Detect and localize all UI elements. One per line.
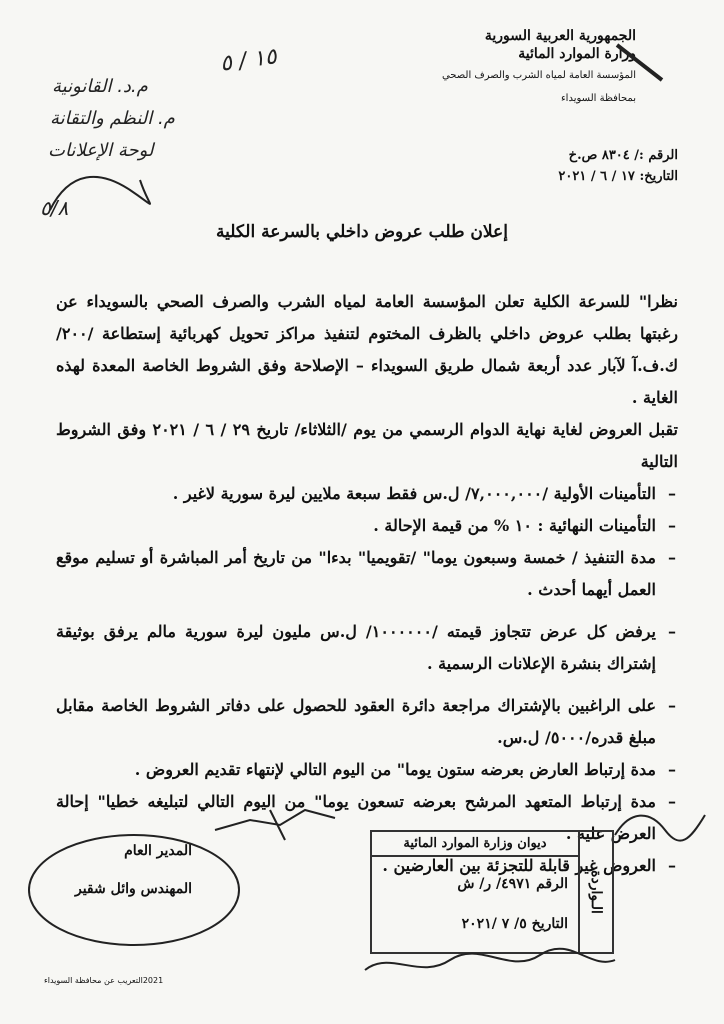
stamp-side-panel <box>578 832 612 952</box>
initials-mark <box>610 800 710 850</box>
incoming-stamp <box>370 830 614 954</box>
condition-item: – مدة التنفيذ / خمسة وسبعون يوما" /تقويميا" بدءا" من تاريخ أمر المباشرة أو تسليم موقع العمل أيهما أحدث . <box>56 542 678 606</box>
handwritten-note: ١٥ / ٥ <box>218 44 279 77</box>
stamp-number: الرقم ٤٩٧١/ ر/ ش <box>457 876 568 892</box>
signatory-role: المدير العام <box>124 843 192 859</box>
stamp-date: التاريخ ٥/ ٧ /٢٠٢١ <box>461 916 568 932</box>
signature-mark <box>210 800 340 850</box>
reference-number: الرقم :/ ٨٣٠٤ ص.خ <box>568 148 678 163</box>
letterhead <box>436 28 636 104</box>
establishment-name: المؤسسة العامة لمياه الشرب والصرف الصحي <box>441 70 636 81</box>
condition-item: – مدة إرتباط المتعهد المرشح بعرضه تسعون يوما" من اليوم التالي لتبليغه خطيا" إحالة العرض عليه . <box>56 786 678 850</box>
announcement-body <box>56 286 678 882</box>
handwritten-note: م.د. القانونية <box>52 76 148 97</box>
stamp-side-label: الـواردة <box>588 870 604 914</box>
ministry-name: وزارة الموارد المائية <box>518 46 636 62</box>
bottom-handwriting-mark <box>360 940 620 990</box>
reference-date: التاريخ: ١٧ / ٦ / ٢٠٢١ <box>558 169 678 184</box>
country-name: الجمهورية العربية السورية <box>484 28 636 44</box>
condition-item: – يرفض كل عرض تتجاوز قيمته /١٠٠٠٠٠٠/ ل.س مليون ليرة سورية مالم يرفق بوثيقة إشتراك بنشرة الإعلانات الرسمية . <box>56 616 678 680</box>
intro-paragraph: نظرا" للسرعة الكلية تعلن المؤسسة العامة لمياه الشرب والصرف الصحي بالسويداء عن رغبتها بطلب عروض داخلي بالظرف المختوم لتنفيذ مراكز تحويل كهربائية إستطاعة /٢٠٠/ ك.ف.آ لآبار عدد أربعة شمال طريق السويداء – الإصلاحة وفق الشروط الخاصة المعدة لهذه الغاية . <box>56 292 678 407</box>
handwritten-brace-mark <box>40 160 160 220</box>
stamp-title: ديوان وزارة الموارد المائية <box>372 836 578 857</box>
announcement-title: إعلان طلب عروض داخلي بالسرعة الكلية <box>216 222 508 242</box>
deadline-paragraph: تقبل العروض لغاية نهاية الدوام الرسمي من يوم /الثلاثاء/ تاريخ ٢٩ / ٦ / ٢٠٢١ وفق الشروط التالية <box>56 420 679 471</box>
signatory-name: المهندس وائل شقير <box>74 881 192 897</box>
condition-item: – على الراغبين بالإشتراك مراجعة دائرة العقود للحصول على دفاتر الشروط الخاصة مقابل مبلغ قدره/٥٠٠٠/ ل.س. <box>56 690 678 754</box>
condition-item: – التأمينات الأولية /٧,٠٠٠,٠٠٠/ ل.س فقط سبعة ملايين ليرة سورية لاغير . <box>56 478 678 510</box>
condition-item: – العروض غير قابلة للتجزئة بين العارضين . <box>56 850 678 882</box>
condition-item: – التأمينات النهائية : ١٠ % من قيمة الإحالة . <box>56 510 678 542</box>
governorate-name: بمحافظة السويداء <box>560 93 636 104</box>
handwritten-note: ٥/٨ <box>40 196 69 220</box>
condition-item: – مدة إرتباط العارض بعرضه ستون يوما" من اليوم التالي لإنتهاء تقديم العروض . <box>56 754 678 786</box>
footer-note: 2021التعريب عن محافظة السويداء <box>44 976 164 985</box>
handwritten-note: م. النظم والتقانة <box>50 108 175 129</box>
reference-block <box>458 148 678 190</box>
handwritten-note: لوحة الإعلانات <box>48 140 154 161</box>
handwritten-slash-mark <box>612 40 672 90</box>
